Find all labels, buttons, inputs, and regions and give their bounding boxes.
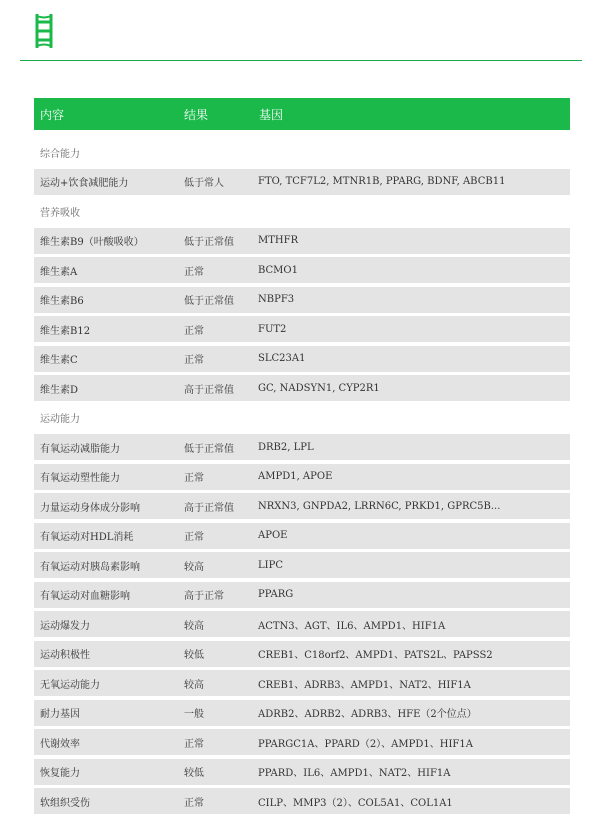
table-header	[34, 98, 570, 130]
item-result: 低于正常值	[184, 237, 234, 248]
item-result: 正常	[184, 797, 204, 809]
item-name: 代谢效率	[40, 738, 80, 750]
item-name: 软组织受伤	[40, 797, 90, 809]
table-row	[34, 346, 570, 372]
item-genes: ADRB2、ADRB2、ADRB3、HFE（2个位点）	[258, 709, 477, 720]
item-genes: PPARD、IL6、AMPD1、NAT2、HIF1A	[258, 768, 451, 779]
item-result: 一般	[184, 709, 204, 720]
item-name: 运动积极性	[40, 650, 90, 661]
item-genes: SLC23A1	[258, 353, 306, 364]
item-name: 运动爆发力	[40, 620, 90, 632]
item-genes: CILP、MMP3（2）、COL5A1、COL1A1	[258, 797, 453, 809]
item-genes: NBPF3	[258, 294, 295, 305]
table-body	[34, 139, 570, 814]
column-header-genes: 基因	[259, 107, 284, 122]
item-genes: FTO, TCF7L2, MTNR1B, PPARG, BDNF, ABCB11	[258, 176, 506, 187]
item-name: 有氧运动塑性能力	[40, 473, 120, 484]
table-row	[34, 552, 570, 578]
table-row	[34, 582, 570, 608]
item-genes: CREB1、C18orf2、AMPD1、PATS2L、PAPSS2	[258, 650, 493, 661]
header-divider	[20, 60, 582, 61]
item-result: 正常	[184, 266, 204, 278]
item-genes: AMPD1, APOE	[258, 471, 333, 482]
section-title: 运动能力	[40, 414, 80, 425]
section-title: 综合能力	[40, 148, 80, 160]
item-result: 正常	[184, 355, 204, 366]
item-genes: GC, NADSYN1, CYP2R1	[258, 382, 380, 394]
item-name: 耐力基因	[40, 709, 80, 720]
item-result: 高于正常值	[184, 384, 234, 396]
item-genes: ACTN3、AGT、IL6、AMPD1、HIF1A	[258, 620, 446, 632]
item-result: 较高	[184, 679, 204, 691]
dna-icon	[34, 14, 54, 48]
table-row	[34, 788, 570, 814]
item-result: 正常	[184, 325, 204, 337]
item-result: 正常	[184, 532, 204, 543]
table-row	[34, 434, 570, 460]
item-name: 运动+饮食减肥能力	[40, 178, 129, 189]
table-row	[34, 169, 570, 195]
item-name: 无氧运动能力	[40, 679, 100, 691]
item-genes: MTHFR	[258, 235, 299, 246]
column-header-content: 内容	[40, 107, 65, 122]
table-row	[34, 257, 570, 283]
item-name: 有氧运动对血糖影响	[40, 591, 130, 602]
table-row	[34, 729, 570, 755]
table-row	[34, 316, 570, 342]
item-result: 较低	[184, 768, 204, 779]
item-result: 正常	[184, 738, 204, 750]
item-result: 高于正常值	[184, 502, 234, 514]
item-name: 有氧运动对胰岛素影响	[40, 561, 140, 573]
item-genes: DRB2, LPL	[258, 441, 314, 453]
item-result: 低于正常值	[184, 443, 234, 455]
item-result: 高于正常	[184, 591, 224, 602]
table-row	[34, 611, 570, 637]
table-row	[34, 287, 570, 313]
table-row	[34, 759, 570, 785]
item-result: 较高	[184, 620, 204, 632]
item-name: 维生素D	[40, 384, 79, 396]
item-result: 低于常人	[184, 178, 224, 189]
section-header	[34, 198, 570, 224]
table-row	[34, 523, 570, 549]
column-header-result: 结果	[184, 107, 209, 122]
section-header	[34, 139, 570, 165]
item-result: 低于正常值	[184, 296, 234, 307]
table-row	[34, 670, 570, 696]
item-genes: PPARG	[258, 589, 294, 600]
item-genes: APOE	[258, 530, 288, 541]
item-result: 较低	[184, 650, 204, 661]
item-name: 有氧运动减脂能力	[40, 443, 120, 455]
item-genes: PPARGC1A、PPARD（2）、AMPD1、HIF1A	[258, 738, 473, 750]
item-name: 维生素B9（叶酸吸收）	[40, 237, 144, 248]
item-genes: FUT2	[258, 323, 287, 335]
table-row	[34, 464, 570, 490]
item-name: 维生素B12	[40, 325, 91, 337]
item-genes: NRXN3, GNPDA2, LRRN6C, PRKD1, GPRC5B...	[258, 500, 501, 512]
item-genes: LIPC	[258, 559, 283, 571]
table-row	[34, 493, 570, 519]
item-name: 维生素A	[40, 266, 78, 278]
item-name: 力量运动身体成分影响	[40, 502, 140, 514]
section-header	[34, 405, 570, 431]
item-result: 较高	[184, 561, 204, 573]
item-name: 恢复能力	[40, 768, 80, 779]
table-row	[34, 641, 570, 667]
item-genes: CREB1、ADRB3、AMPD1、NAT2、HIF1A	[258, 679, 471, 691]
table-row	[34, 375, 570, 401]
table-row	[34, 228, 570, 254]
section-title: 营养吸收	[40, 207, 80, 219]
item-name: 维生素B6	[40, 296, 84, 307]
item-name: 有氧运动对HDL消耗	[40, 532, 134, 543]
results-table	[34, 98, 570, 818]
table-row	[34, 700, 570, 726]
item-genes: BCMO1	[258, 264, 298, 276]
item-result: 正常	[184, 473, 204, 484]
item-name: 维生素C	[40, 355, 78, 366]
